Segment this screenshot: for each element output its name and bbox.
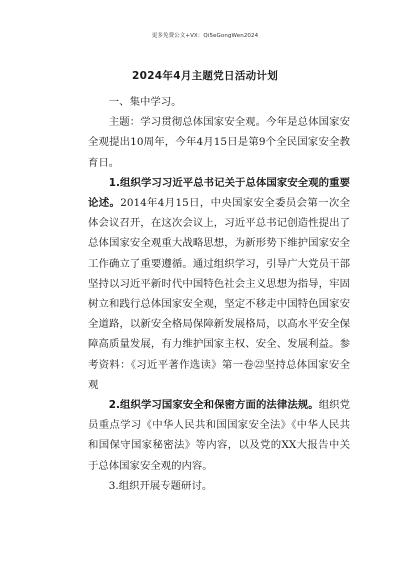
item2-body: 组织党员重点学习《中华人民共和国国家安全法》《中华人民共和国保守国家秘密法》等内容，以及党的XX大报告中关于总体国家安全观的内容。 bbox=[88, 399, 350, 472]
item1-heading: 1.组织学习习近平总书记关于总体国家安全观的重要论述。 bbox=[88, 176, 350, 210]
item2-paragraph bbox=[88, 395, 350, 476]
item1-paragraph bbox=[88, 173, 350, 395]
item3-paragraph: 3.组织开展专题研讨。 bbox=[108, 479, 213, 492]
header-note: 更多免费公文+VX：Qi5eGongWen2024 bbox=[151, 33, 259, 39]
document-title: 2024年4月主题党日活动计划 bbox=[131, 70, 279, 82]
item1-body: 2014年4月15日，中央国家安全委员会第一次全体会议召开，在这次会议上，习近平总书记创造性提出了总体国家安全观重大战略思想，为新形势下维护国家安全工作确立了重要遵循。通过组织学习，引导广大党员干部坚持以习近平新时代中国特色社会主义思想为指导，牢固树立和践行总体国家安全观，坚定不移走中国特色国家安全道路，以新安全格局保障新发展格局，以高水平安全保障高质量发展，有力维护国家主权、安全、发展利益。参考资料：《习近平著作选读》第一卷㉒坚持总体国家安全观 bbox=[88, 197, 350, 391]
theme-paragraph: 主题：学习贯彻总体国家安全观。今年是总体国家安全观提出10周年，今年4月15日是第9个全民国家安全教育日。 bbox=[88, 116, 350, 169]
section-heading: 一、集中学习。 bbox=[108, 96, 182, 108]
document-body bbox=[88, 92, 350, 496]
item2-heading: 2.组织学习国家安全和保密方面的法律法规。 bbox=[108, 399, 319, 412]
